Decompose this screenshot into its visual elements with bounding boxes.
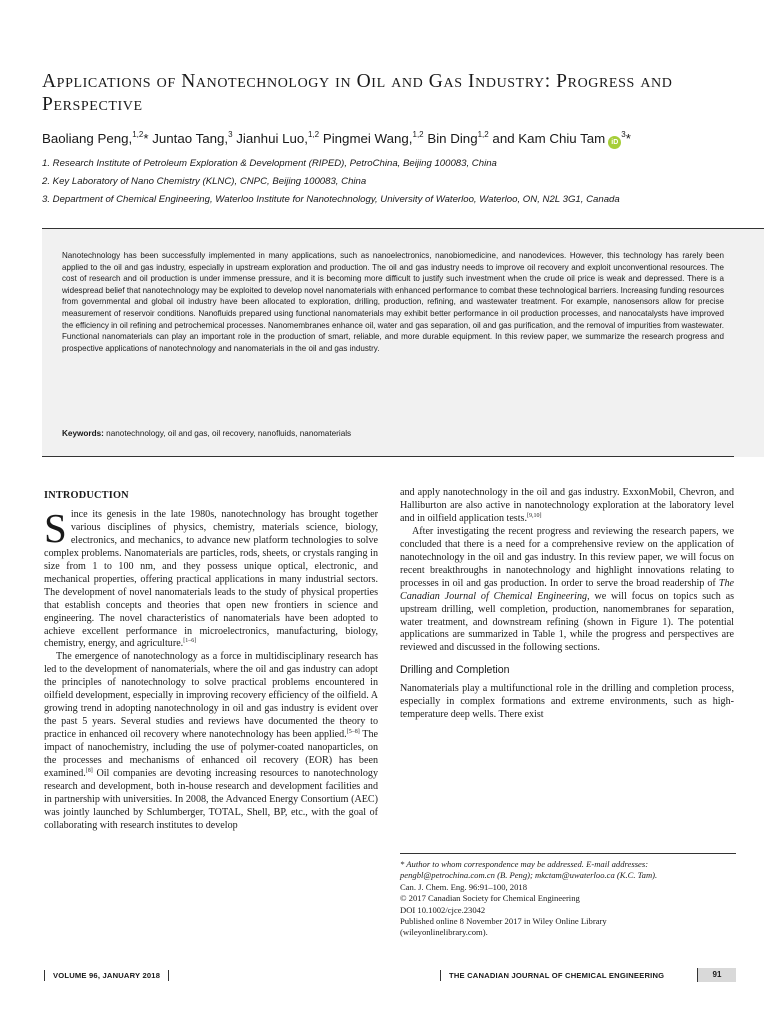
orcid-icon[interactable]: iD — [608, 136, 621, 149]
doi-link[interactable]: DOI 10.1002/cjce.23042 — [400, 904, 486, 915]
author[interactable]: Pingmei Wang,$^{1,2}$ — [322, 130, 424, 146]
paragraph: Nanomaterials play a multifunctional role in the drilling and completion process, especially in complex formations and extreme environments, such as high-temperature deep wells. There exist — [400, 683, 734, 721]
affiliations — [42, 155, 742, 209]
author[interactable]: Juntao Tang,$^3$ — [152, 130, 233, 146]
footnote — [400, 853, 736, 939]
affiliation: 1. Research Institute of Petroleum Exploration & Development (RIPED), PetroChina, Beijing 100083, China — [42, 158, 497, 169]
left-column — [44, 490, 378, 833]
correspondence-note[interactable]: * Author to whom correspondence may be addressed. E-mail addresses: pengbl@petrochina.com.cn (B. Peng); mkctam@uwaterloo.ca (K.C. Tam). — [400, 859, 658, 881]
author[interactable]: and Kam Chiu Tam $iD^3*$ — [492, 131, 630, 146]
right-column — [400, 487, 734, 722]
library-link[interactable]: (wileyonlinelibrary.com). — [400, 927, 488, 938]
author[interactable]: Jianhui Luo,$^{1,2}$ — [236, 130, 320, 146]
affiliation: 2. Key Laboratory of Nano Chemistry (KLNC), CNPC, Beijing 100083, China — [42, 176, 367, 187]
paragraph: After investigating the recent progress and reviewing the research papers, we concluded that there is a need for a comprehensive review on the application of nanotechnology in the oil and gas industry. In this review paper, we will focus on recent breakthroughs in nanotechnology and highlight innovations relating to processes in oil and gas production. In order to serve the broad readership of The Canadian Journal of Chemical Engineering, we will focus on topics such as upstream drilling, well completion, production, nanomembranes for separation, water treatment, and downstream refining (shown in Figure 1). The potential applications are summarized in Table 1, while the progress and perspectives are reviewed and discussed in the following sections. — [400, 525, 734, 654]
author-list — [42, 131, 742, 149]
page-number: 91 — [697, 968, 736, 982]
citation-ref[interactable]: [8] — [85, 768, 93, 775]
section-heading: INTRODUCTION — [44, 490, 129, 501]
affiliation: 3. Department of Chemical Engineering, Waterloo Institute for Nanotechnology, University of Waterloo, Waterloo, ON, N2L 3G1, Canada — [42, 194, 620, 205]
abstract-text: Nanotechnology has been successfully implemented in many applications, such as nanoelectronics, nanobiomedicine, and nanodevices. However, this technology has rarely been applied to the oil and gas industry, especially in upstream exploration and production. The oil and gas industry needs to improve oil recovery and exploit unconventional resources. The cost of research and oil production is under immense pressure, and it is becoming more difficult to justify such investment when the crude oil price is weak and depressed. There is a widespread belief that nanotechnology may be exploited to develop novel nanomaterials with enhanced performance to combat these technological barriers. Increasing funding resources from governmental and global oil industry have been allocated to exploration, drilling, production, refining, and wastewater treatment. For example, nanosensors allow for precise measurement of reservoir conditions. Nanofluids prepared using functional nanomaterials may exhibit better performance in oil production processes, and nanocatalysts have improved the efficiency in oil refining and petrochemical processes. Nanomembranes enhance oil, water and gas separation, oil and gas purification, and the removal of impurities from wastewater. Functional nanomaterials can play an important role in the production of smart, reliable, and more durable equipment. In this review paper, we summarize the research progress and prospective applications of nanotechnology and nanomaterials in the oil and gas industry. — [62, 251, 724, 353]
footer-journal: THE CANADIAN JOURNAL OF CHEMICAL ENGINEERING — [440, 970, 672, 981]
paragraph: Since its genesis in the late 1980s, nanotechnology has brought together various disciplines of physics, chemistry, materials science, biology, electronics, and mechanics, to advance new platform technologies to solve complex problems. Nanomaterials are particles, rods, sheets, or crystals ranging in size from 1 to 100 nm, and they possess unique optical, electronic, and mechanical properties, offering practical applications in many industrial sectors. The development of novel nanomaterials leads to the study of physical properties that establish concepts and theories that open new frontiers in science and engineering. The novel characteristics of nanomaterials have been adopted to achieve excellent performance in microelectronics, manufacturing, biology, chemistry, energy, and agriculture.[1–6] — [44, 504, 378, 650]
footer-volume: VOLUME 96, JANUARY 2018 — [44, 970, 169, 981]
author[interactable]: Baoliang Peng,$^{1,2}$* — [42, 130, 149, 146]
citation-ref[interactable]: [9,10] — [527, 512, 542, 519]
keywords-label: Keywords: — [62, 429, 104, 438]
citation-line: Can. J. Chem. Eng. 96:91–100, 2018 — [400, 881, 527, 892]
citation-ref[interactable]: [1–6] — [183, 638, 197, 645]
citation-ref[interactable]: [5–8] — [346, 729, 360, 736]
published-line: Published online 8 November 2017 in Wiley Online Library — [400, 916, 607, 927]
paragraph: The emergence of nanotechnology as a force in multidisciplinary research has led to the development of nanomaterials, where the oil and gas industry can adopt the principles of nanotechnology to solve practical problems encountered in oilfield development, especially in improving recovery efficiency of the oilfield. A growing trend in adopting nanotechnology in oil and gas industry is evident over the past 5 years. Several studies and reviews have documented the theory to practice in enhanced oil recovery where nanotechnology has been applied.[5–8] The impact of nanochemistry, including the use of polymer-coated nanoparticles, on the processes and mechanisms of enhanced oil recovery (EOR) has been examined.[8] Oil companies are devoting increasing resources to nanotechnology research and development, both in-house research and development facilities and in partnership with universities. In 2008, the Advanced Energy Consortium (AEC) was jointly launched by Schlumberger, TOTAL, Shell, BP, etc., with the goal of collaborating with research institutes to develop — [44, 651, 378, 831]
paragraph: and apply nanotechnology in the oil and gas industry. ExxonMobil, Chevron, and Halliburton are also active in nanotechnology exploration at the laboratory level and in oilfield application tests.[9,10] — [400, 487, 734, 524]
article-title: Applications of Nanotechnology in Oil and Gas Industry: Progress and Perspective — [42, 71, 673, 115]
copyright-line: © 2017 Canadian Society for Chemical Engineering — [400, 893, 580, 904]
keywords — [62, 429, 724, 438]
subsection-heading: Drilling and Completion — [400, 664, 510, 677]
abstract-divider — [42, 456, 734, 457]
journal-name: The Canadian Journal of Chemical Engineering — [400, 577, 734, 602]
dropcap: S — [44, 504, 67, 551]
keywords-text: nanotechnology, oil and gas, oil recovery, nanofluids, nanomaterials — [106, 429, 352, 438]
author[interactable]: Bin Ding$^{1,2}$ — [427, 130, 489, 146]
